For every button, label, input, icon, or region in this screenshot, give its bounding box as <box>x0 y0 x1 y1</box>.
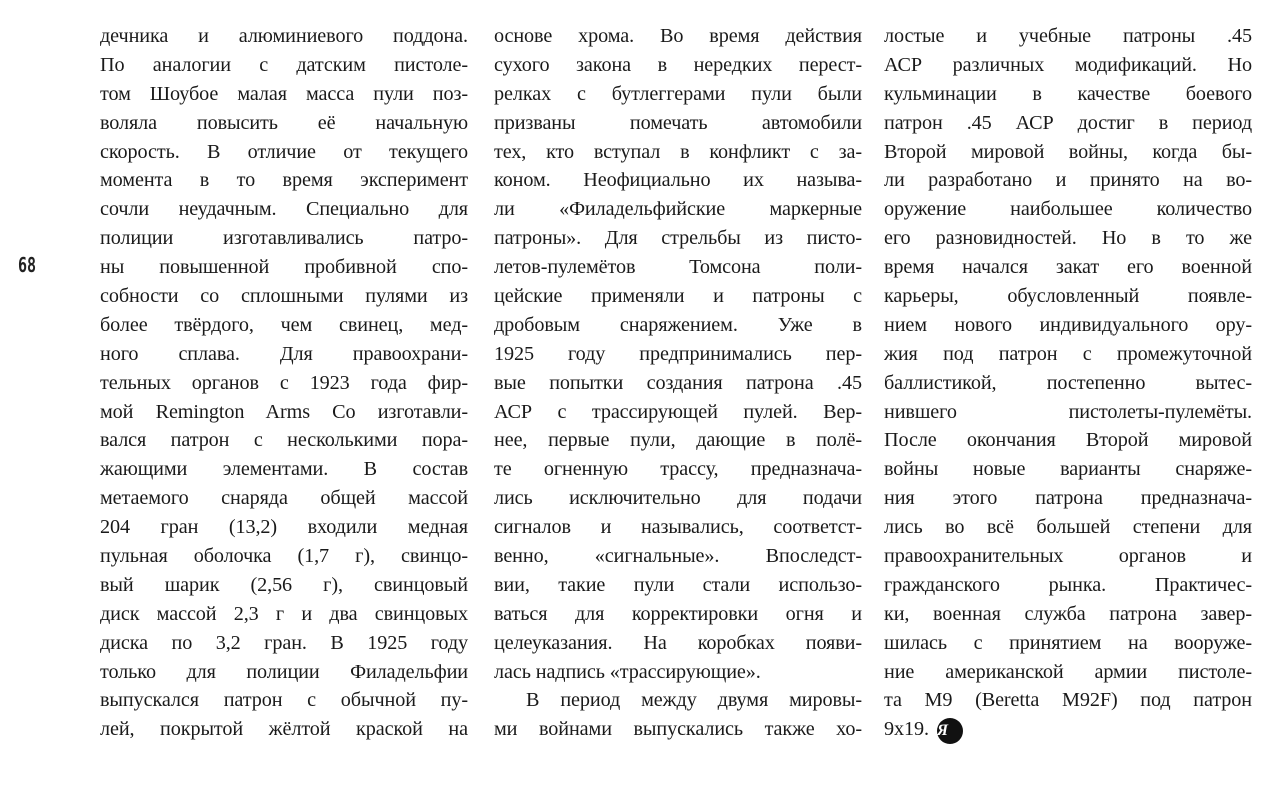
text-line: релках с бутлеггерами пули были <box>494 82 862 105</box>
text-line: АСР с трассирующей пулей. Вер- <box>494 400 862 423</box>
text-line: призваны помечать автомобили <box>494 111 862 134</box>
text-line: кульминации в качестве боевого <box>884 82 1252 105</box>
text-line: выпускался патрон с обычной пу- <box>100 689 468 712</box>
text-line: метаемого снаряда общей массой <box>100 487 468 510</box>
text-line: АСР различных модификаций. Но <box>884 53 1252 76</box>
text-line: После окончания Второй мировой <box>884 429 1252 452</box>
text-line: ки, военная служба патрона завер- <box>884 602 1252 625</box>
text-line: нее, первые пули, дающие в полё- <box>494 429 862 452</box>
text-line: скорость. В отличие от текущего <box>100 140 468 163</box>
text-line: диск массой 2,3 г и два свинцовых <box>100 602 468 625</box>
text-line: воляла повысить её начальную <box>100 111 468 134</box>
text-line: коном. Неофициально их называ- <box>494 169 862 192</box>
text-line: сухого закона в нередких перест- <box>494 53 862 76</box>
text-line: вый шарик (2,56 г), свинцовый <box>100 573 468 596</box>
text-line: ного сплава. Для правоохрани- <box>100 342 468 365</box>
text-line: ния этого патрона предназнача- <box>884 487 1252 510</box>
text-line: ваться для корректировки огня и <box>494 602 862 625</box>
end-mark-icon: Я <box>937 718 963 744</box>
text-line: 204 гран (13,2) входили медная <box>100 516 468 539</box>
text-line: 1925 году предпринимались пер- <box>494 342 862 365</box>
text-line: пульная оболочка (1,7 г), свинцо- <box>100 545 468 568</box>
text-column-1 <box>100 22 468 744</box>
text-line: дечника и алюминиевого поддона. <box>100 25 468 47</box>
text-line: мой Remington Arms Co изготавли- <box>100 400 468 423</box>
text-line: патрон .45 АСР достиг в период <box>884 111 1252 134</box>
text-line: Второй мировой войны, когда бы- <box>884 140 1252 163</box>
text-line: вые попытки создания патрона .45 <box>494 371 862 394</box>
text-line: тельных органов с 1923 года фир- <box>100 371 468 394</box>
text-line: более твёрдого, чем свинец, мед- <box>100 313 468 336</box>
text-line: вался патрон с несколькими пора- <box>100 429 468 452</box>
text-line: вии, такие пули стали использо- <box>494 573 862 596</box>
text-line: ли разработано и принято на во- <box>884 169 1252 192</box>
text-line: ли «Филадельфийские маркерные <box>494 198 862 221</box>
text-line: та M9 (Beretta M92F) под патрон <box>884 689 1252 712</box>
text-line: ны повышенной пробивной спо- <box>100 256 468 279</box>
text-line: ние американской армии пистоле- <box>884 660 1252 683</box>
text-line: полиции изготавливались патро- <box>100 227 468 250</box>
text-line: войны новые варианты снаряже- <box>884 458 1252 481</box>
text-line: лись исключительно для подачи <box>494 487 862 510</box>
text-line: его разновидностей. Но в то же <box>884 227 1252 250</box>
text-line: венно, «сигнальные». Впоследст- <box>494 545 862 568</box>
text-line: момента в то время эксперимент <box>100 169 468 192</box>
text-line: В период между двумя мировы- <box>526 689 862 712</box>
text-line: время начался закат его военной <box>884 256 1252 279</box>
text-line: основе хрома. Во время действия <box>494 25 862 47</box>
text-line: целеуказания. На коробках появи- <box>494 631 862 654</box>
text-line: нившего пистолеты-пулемёты. <box>884 400 1252 423</box>
text-line: По аналогии с датским пистоле- <box>100 53 468 76</box>
text-line: карьеры, обусловленный появле- <box>884 285 1252 308</box>
text-line: диска по 3,2 гран. В 1925 году <box>100 631 468 654</box>
text-line: дробовым снаряжением. Уже в <box>494 313 862 336</box>
text-line: жающими элементами. В состав <box>100 458 468 481</box>
text-line-end: 9x19. <box>884 718 929 741</box>
text-line: нием нового индивидуального ору- <box>884 313 1252 336</box>
text-line: лей, покрытой жёлтой краской на <box>100 718 468 741</box>
text-column-3 <box>884 22 1252 744</box>
text-line: лась надпись «трассирующие». <box>494 660 761 683</box>
text-line: собности со сплошными пулями из <box>100 285 468 308</box>
text-line: цейские применяли и патроны с <box>494 285 862 308</box>
text-line: патроны». Для стрельбы из писто- <box>494 227 862 250</box>
text-line: лись во всё большей степени для <box>884 516 1252 539</box>
text-line: жия под патрон с промежуточной <box>884 342 1252 365</box>
text-line: летов-пулемётов Томсона поли- <box>494 256 862 279</box>
text-column-2 <box>494 22 862 744</box>
text-line: лостые и учебные патроны .45 <box>884 25 1252 47</box>
text-line: сигналов и назывались, соответст- <box>494 516 862 539</box>
text-line: оружение наибольшее количество <box>884 198 1252 221</box>
text-line: ми войнами выпускались также хо- <box>494 718 862 741</box>
text-line: том Шоубое малая масса пули поз- <box>100 82 468 105</box>
text-line-final <box>884 715 1252 744</box>
text-line: только для полиции Филадельфии <box>100 660 468 683</box>
page-number: 68 <box>18 253 37 277</box>
text-line: сочли неудачным. Специально для <box>100 198 468 221</box>
text-line: те огненную трассу, предназнача- <box>494 458 862 481</box>
text-line: шилась с принятием на вооруже- <box>884 631 1252 654</box>
text-line: баллистикой, постепенно вытес- <box>884 371 1252 394</box>
text-line: гражданского рынка. Практичес- <box>884 573 1252 596</box>
text-line: правоохранительных органов и <box>884 545 1252 568</box>
text-line: тех, кто вступал в конфликт с за- <box>494 140 862 163</box>
